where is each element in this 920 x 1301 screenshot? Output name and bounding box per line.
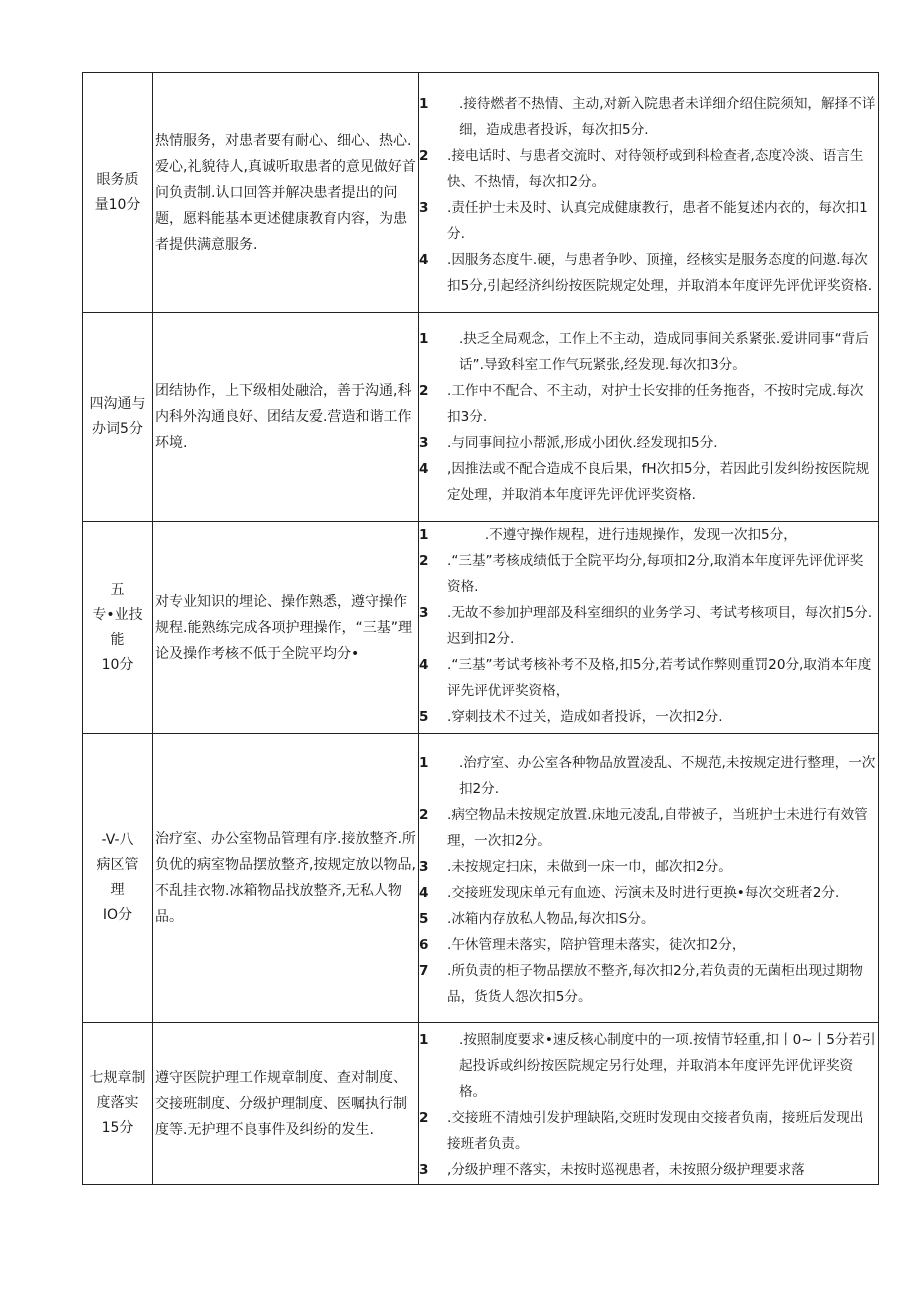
deduction-rule — [419, 1157, 878, 1183]
deduction-rule — [419, 880, 878, 906]
deduction-rules-cell — [419, 734, 879, 1023]
rule-number: 3 — [419, 199, 429, 216]
category-line: 七规章制 — [89, 1070, 146, 1086]
rule-number: 2 — [419, 1109, 429, 1126]
rule-number: 1 — [419, 527, 429, 543]
rule-number: 1 — [419, 331, 429, 347]
rule-text: .交接班发现床单元有血迹、污演未及时进行更换•每次交班者2分. — [447, 885, 840, 901]
rule-text: .接待燃者不热情、主动,对新入院患者未详细介绍住院须知，解择不详细，造成患者投诉，每次扣5分. — [458, 95, 876, 138]
rule-text: .治疗室、办公室各种物品放置凌乱、不规范,未按规定进行整理，一次扣2分. — [458, 755, 876, 797]
deduction-rule — [419, 247, 878, 299]
category-line: 眼务质 — [96, 171, 139, 188]
rule-text: .所负责的柜子物品摆放不整齐,每次扣2分,若负责的无菌柜出现过期物品，货货人怨次扣5分。 — [447, 963, 863, 1005]
evaluation-table — [82, 72, 879, 1185]
category-line: 理 — [110, 882, 125, 898]
rule-number: 3 — [419, 1161, 429, 1178]
category-line: 量10分 — [94, 196, 141, 213]
rule-number: 5 — [419, 709, 429, 725]
rule-text: .抉乏全局观念，工作上不主动，造成同事间关系紧张.爱讲同事“背后话”.导致科室工作气玩紧张,经发现.每次扣3分。 — [458, 331, 869, 373]
rule-text: .与同事间拉小帮派,形成小团伙.经发现扣5分. — [447, 435, 718, 451]
deduction-rules-cell — [419, 522, 879, 734]
category-line: 能 — [110, 631, 125, 648]
rule-number: 6 — [419, 937, 429, 953]
deduction-rules-cell — [419, 313, 879, 522]
rule-number: 4 — [419, 251, 429, 268]
deduction-rule — [419, 1027, 878, 1105]
section-row — [83, 522, 879, 734]
rule-text: .接电话时、与患者交流时、对待领杼或到科检查者,态度冷淡、语言生快、不热情，每次扣2分。 — [447, 147, 864, 190]
deduction-rule — [419, 932, 878, 958]
category-line: 10分 — [101, 656, 134, 673]
category-line: -V-八 — [101, 832, 134, 848]
rule-number: 3 — [419, 605, 429, 621]
rule-text: .“三基”考核成绩低于全院平均分,每项扣2分,取消本年度评先评优评奖资格. — [447, 553, 864, 595]
rule-number: 1 — [419, 95, 429, 112]
standard-text: 团结协作，上下级相处融洽，善于沟通,科内科外沟通良好、团结友爱.营造和谐工作环境. — [155, 383, 412, 451]
standard-text: 遵守医院护理工作规章制度、查对制度、交接班制度、分级护理制度、医嘱执行制度等.无护理不良事件及纠纷的发生. — [155, 1069, 407, 1138]
deduction-rules-cell — [419, 73, 879, 313]
category-line: 专•业技 — [92, 606, 143, 623]
deduction-rule — [419, 802, 878, 854]
deduction-rules-list — [419, 522, 878, 732]
rule-text: ,分级护理不落实，未按时巡视患者，未按照分级护理要求落 — [447, 1161, 805, 1178]
rule-text: .因服务态度牛.硬，与患者争吵、顶撞，经核实是服务态度的问遨.每次扣5分,引起经济纠纷按医院规定处理，并取消本年度评先评优评奖资格. — [447, 251, 873, 294]
deduction-rule — [419, 326, 878, 378]
deduction-rule — [419, 91, 878, 143]
category-cell — [83, 734, 153, 1023]
category-cell — [83, 73, 153, 313]
rule-text: .不遵守操作规程，进行违规操作，发现一次扣5分， — [484, 527, 797, 543]
standard-cell — [153, 73, 419, 313]
deduction-rule — [419, 704, 878, 730]
category-line: 15分 — [101, 1120, 134, 1136]
section-row — [83, 73, 879, 313]
section-row — [83, 313, 879, 522]
rule-number: 2 — [419, 147, 429, 164]
rule-number-gap — [433, 91, 459, 117]
deduction-rules-list — [419, 1025, 878, 1183]
rule-text: ,因推法或不配合造成不良后果，fH次扣5分，若因此引发纠纷按医院规定处理，并取消本年度评先评优评奖资格. — [447, 461, 870, 503]
rule-number: 1 — [419, 755, 429, 771]
deduction-rule — [419, 652, 878, 704]
rule-text: .冰箱内存放私人物品,每次扣S分。 — [447, 911, 655, 927]
deduction-rule — [419, 548, 878, 600]
deduction-rule — [419, 456, 878, 508]
rule-text: .午休管理未落实，陪护管理未落实，徒次扣2分， — [447, 937, 746, 953]
standard-cell — [153, 734, 419, 1023]
deduction-rule — [419, 854, 878, 880]
standard-text: 治疗室、办公室物品管理有序.接放整齐.所负优的病室物品摆放整齐,按规定放以物品,不乱挂衣物.冰箱物品找放整齐,无私人物品。 — [155, 831, 416, 925]
rule-number: 4 — [419, 461, 429, 477]
rule-number: 2 — [419, 553, 429, 569]
rule-text: .未按规定扫床，未做到一床一巾，邮次扣2分。 — [447, 859, 732, 875]
deduction-rule — [419, 600, 878, 652]
category-line: 病区管 — [96, 857, 139, 873]
category-line: IO分 — [102, 907, 133, 923]
deduction-rule — [419, 906, 878, 932]
category-line: 四沟通与 — [89, 396, 146, 412]
rule-number: 1 — [419, 1031, 429, 1048]
rule-text: .“三基”考试考核补考不及格,扣5分,若考试作弊则重罚20分,取消本年度评先评优评奖资格， — [447, 657, 872, 699]
standard-cell — [153, 313, 419, 522]
standard-cell — [153, 522, 419, 734]
deduction-rules-list — [419, 87, 878, 299]
deduction-rule — [419, 522, 878, 548]
rule-number: 5 — [419, 911, 429, 927]
rule-text: .无故不参加护理部及科室细织的业务学习、考试考核项目，每次扪5分.迟到扣2分. — [447, 605, 873, 647]
standard-text: 对专业知识的埋论、操作熟悉，遵守操作规程.能熟练完成各项护理操作，“三基”理论及操作考核不低于全院平均分• — [155, 593, 412, 662]
deduction-rule — [419, 958, 878, 1010]
rule-text: .穿刺技术不过关，造成如者投诉，一次扣2分. — [447, 709, 723, 725]
standard-text: 热情服务，对患者要有耐心、细心、热心.爱心,礼貌待人,真诚听取患者的意见做好首问负责制.认口回答并解决患者提出的问题，愿料能基本更述健康教育内容，为患者提供满意服务. — [155, 132, 416, 253]
deduction-rule — [419, 378, 878, 430]
category-cell — [83, 313, 153, 522]
category-line: 五 — [110, 581, 125, 598]
deduction-rules-cell — [419, 1023, 879, 1185]
deduction-rule — [419, 1105, 878, 1157]
category-line: 办词5分 — [92, 421, 143, 437]
rule-text: .交接班不清烛引发护理缺陷,交班时发现由交接者负南，接班后发现出接班者负责。 — [447, 1109, 864, 1152]
standard-cell — [153, 1023, 419, 1185]
rule-text: .责任护士未及时、认真完成健康教行，患者不能复述内衣的，每次扣1分. — [447, 199, 868, 242]
deduction-rules-list — [419, 746, 878, 1010]
rule-number-gap — [433, 326, 459, 352]
rule-number-gap — [433, 522, 485, 548]
deduction-rule — [419, 750, 878, 802]
rule-number: 3 — [419, 435, 429, 451]
category-cell — [83, 1023, 153, 1185]
rule-text: .按照制度要求•速反核心制度中的一项.按情节轻重,扣丨0~丨5分若引起投诉或纠纷按医院规定另行处理，并取消本年度评先评优评奖资格。 — [458, 1031, 876, 1100]
rule-number: 2 — [419, 807, 429, 823]
section-row — [83, 734, 879, 1023]
evaluation-table-body — [83, 73, 879, 1185]
rule-text: .病空物品未按规定放置.床地元凌乱,自带被子，当班护士未进行有效管理，一次扣2分。 — [447, 807, 868, 849]
rule-number: 3 — [419, 859, 429, 875]
section-row — [83, 1023, 879, 1185]
category-line: 度落实 — [96, 1095, 139, 1111]
deduction-rule — [419, 430, 878, 456]
category-cell — [83, 522, 153, 734]
rule-number: 2 — [419, 383, 429, 399]
deduction-rule — [419, 143, 878, 195]
rule-number-gap — [433, 750, 459, 776]
deduction-rule — [419, 195, 878, 247]
rule-number: 4 — [419, 885, 429, 901]
rule-text: .工作中不配合、不主动，对护士长安排的任务拖沓，不按时完成.每次扣3分. — [447, 383, 864, 425]
rule-number: 4 — [419, 657, 429, 673]
rule-number: 7 — [419, 963, 429, 979]
rule-number-gap — [433, 1027, 459, 1053]
deduction-rules-list — [419, 326, 878, 508]
